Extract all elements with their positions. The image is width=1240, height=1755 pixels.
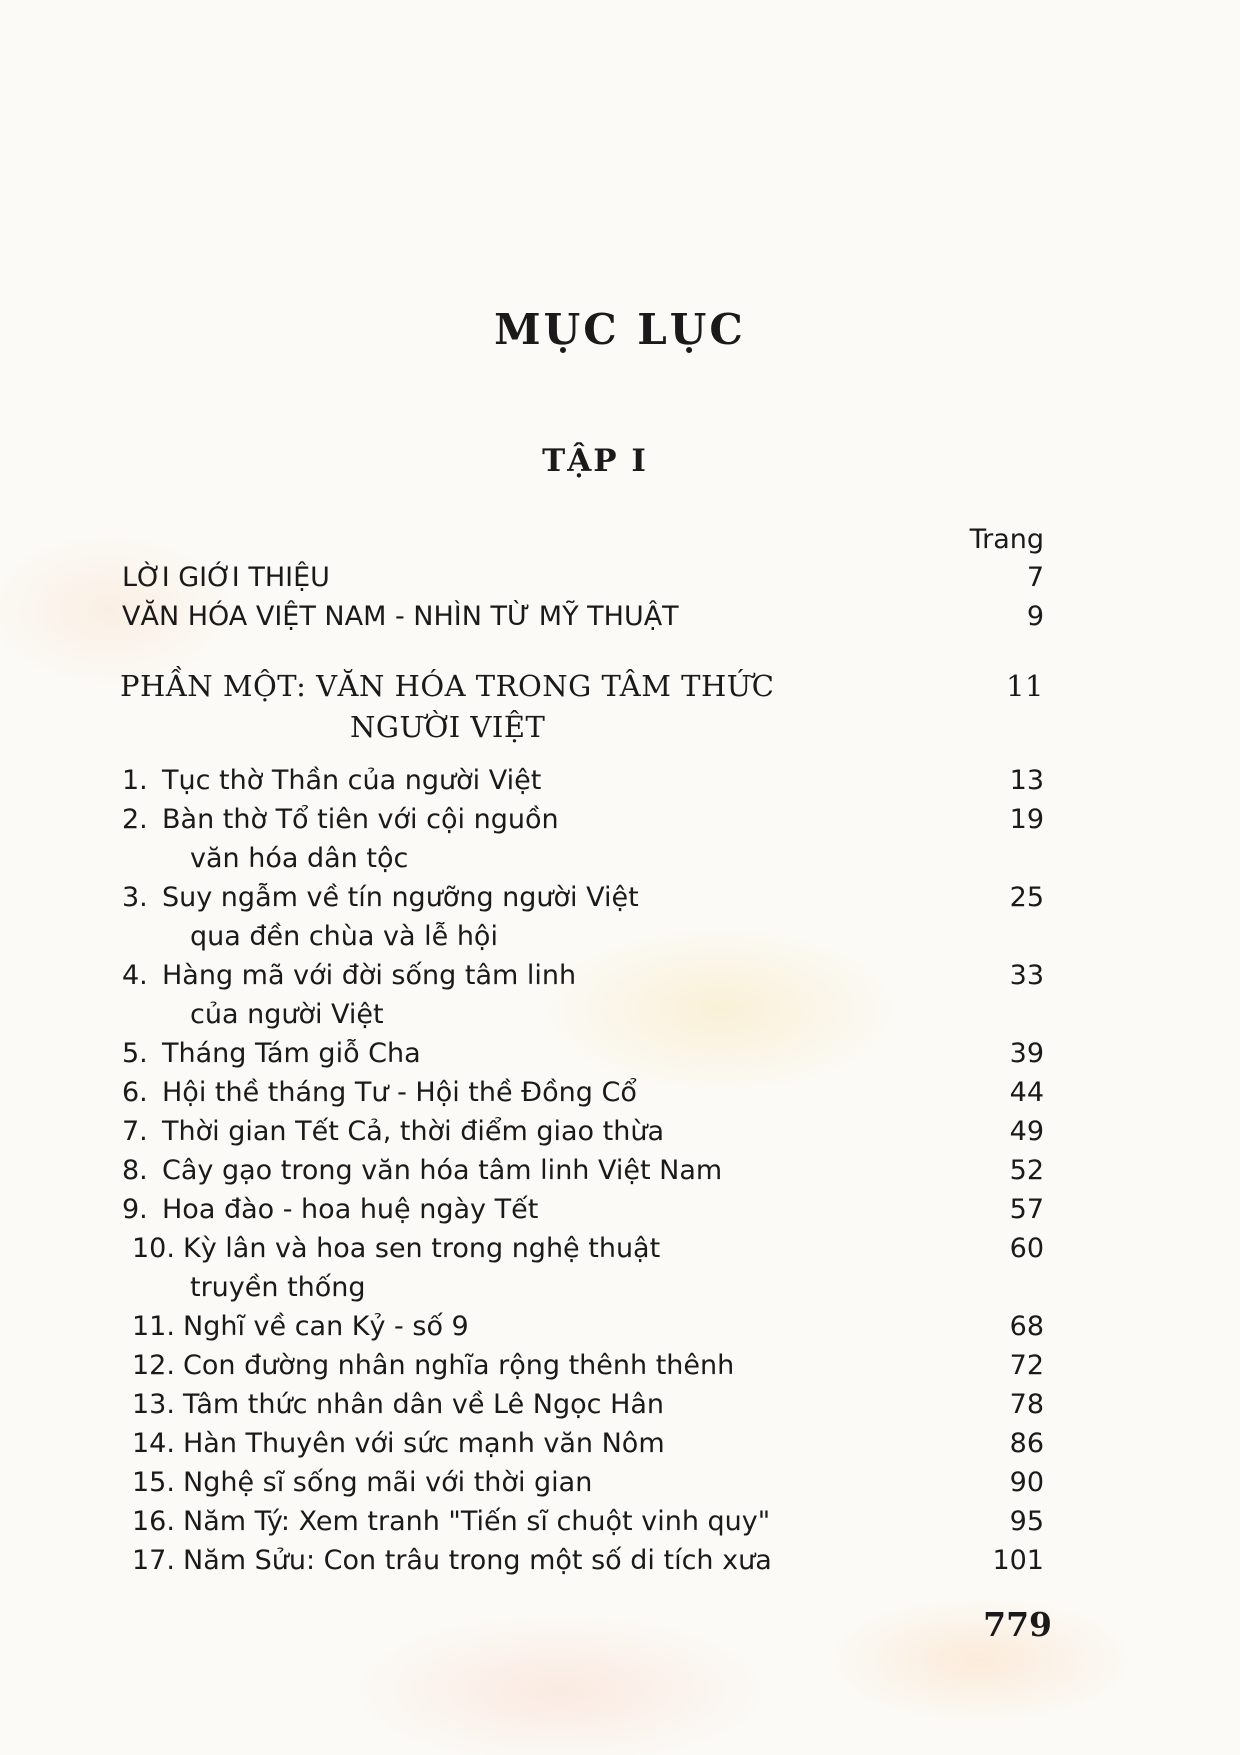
toc-entry-text: Tục thờ Thần của người Việt <box>162 765 542 796</box>
toc-entry-text: Con đường nhân nghĩa rộng thênh thênh <box>183 1350 735 1381</box>
toc-entry-page: 72 <box>1009 1350 1044 1381</box>
toc-entry-page: 57 <box>1009 1194 1044 1225</box>
toc-entry-text: Năm Sửu: Con trâu trong một số di tích xưa <box>183 1545 772 1576</box>
toc-entry-page: 25 <box>1009 882 1044 913</box>
toc-entry-page: 39 <box>1009 1038 1044 1069</box>
toc-entry-page: 90 <box>1009 1467 1044 1498</box>
toc-entry-page: 68 <box>1009 1311 1044 1342</box>
part-title-continuation: NGƯỜI VIỆT <box>350 710 546 744</box>
toc-entry-page: 49 <box>1009 1116 1044 1147</box>
toc-entry-continuation-text: văn hóa dân tộc <box>190 843 409 874</box>
page-number: 779 <box>983 1605 1052 1644</box>
toc-entry-number: 5. <box>122 1038 148 1069</box>
toc-entry-text: Kỳ lân và hoa sen trong nghệ thuật <box>183 1233 661 1264</box>
part-title: PHẦN MỘT: VĂN HÓA TRONG TÂM THỨC <box>120 669 775 703</box>
toc-entry-number: 1. <box>122 765 148 796</box>
part-page: 11 <box>1006 669 1044 703</box>
toc-entry-text: Tháng Tám giỗ Cha <box>162 1038 421 1069</box>
toc-entry-number: 17. <box>132 1545 175 1576</box>
toc-entry-continuation-text: của người Việt <box>190 999 384 1030</box>
toc-entry-text: Nghĩ về can Kỷ - số 9 <box>183 1311 469 1342</box>
toc-entry-number: 13. <box>132 1389 175 1420</box>
toc-entry-number: 11. <box>132 1311 175 1342</box>
toc-entry-text: Thời gian Tết Cả, thời điểm giao thừa <box>162 1116 665 1147</box>
toc-entry-text: VĂN HÓA VIỆT NAM - NHÌN TỪ MỸ THUẬT <box>122 601 679 632</box>
toc-entry-page: 13 <box>1009 765 1044 796</box>
toc-entry-page: 101 <box>992 1545 1044 1576</box>
toc-entry-number: 7. <box>122 1116 148 1147</box>
toc-entry-text: LỜI GIỚI THIỆU <box>122 562 330 593</box>
toc-entry-text: Năm Tý: Xem tranh "Tiến sĩ chuột vinh quy" <box>183 1506 771 1537</box>
page-title: MỤC LỤC <box>494 305 746 354</box>
toc-entry-number: 16. <box>132 1506 175 1537</box>
toc-entry-page: 95 <box>1009 1506 1044 1537</box>
page-column-label: Trang <box>969 524 1044 555</box>
toc-entry-text: Tâm thức nhân dân về Lê Ngọc Hân <box>183 1389 665 1420</box>
toc-entry-continuation-text: qua đền chùa và lễ hội <box>190 921 498 952</box>
toc-entry-page: 33 <box>1009 960 1044 991</box>
toc-entry-number: 4. <box>122 960 148 991</box>
toc-entry-number: 9. <box>122 1194 148 1225</box>
toc-entry-number: 12. <box>132 1350 175 1381</box>
volume-heading: TẬP I <box>542 443 648 479</box>
toc-entry-text: Suy ngẫm về tín ngưỡng người Việt <box>162 882 639 913</box>
toc-entry-page: 86 <box>1009 1428 1044 1459</box>
toc-entry-number: 14. <box>132 1428 175 1459</box>
toc-entry-number: 6. <box>122 1077 148 1108</box>
toc-entry-page: 78 <box>1009 1389 1044 1420</box>
toc-entry-number: 8. <box>122 1155 148 1186</box>
toc-entry-text: Hàng mã với đời sống tâm linh <box>162 960 577 991</box>
toc-entry-text: Hoa đào - hoa huệ ngày Tết <box>162 1194 539 1225</box>
toc-entry-text: Nghệ sĩ sống mãi với thời gian <box>183 1467 593 1498</box>
toc-entry-page: 9 <box>1026 601 1044 632</box>
toc-entry-text: Hội thề tháng Tư - Hội thề Đồng Cổ <box>162 1077 637 1108</box>
toc-entry-number: 15. <box>132 1467 175 1498</box>
toc-entry-text: Cây gạo trong văn hóa tâm linh Việt Nam <box>162 1155 723 1186</box>
toc-entry-page: 60 <box>1009 1233 1044 1264</box>
toc-entry-continuation-text: truyền thống <box>190 1272 366 1303</box>
toc-entry-page: 44 <box>1009 1077 1044 1108</box>
toc-entry-number: 10. <box>132 1233 175 1264</box>
toc-entry-text: Bàn thờ Tổ tiên với cội nguồn <box>162 804 559 835</box>
toc-entry-page: 52 <box>1009 1155 1044 1186</box>
toc-entry-text: Hàn Thuyên với sức mạnh văn Nôm <box>183 1428 665 1459</box>
toc-entry-page: 19 <box>1009 804 1044 835</box>
toc-entry-number: 2. <box>122 804 148 835</box>
toc-entry-number: 3. <box>122 882 148 913</box>
toc-entry-page: 7 <box>1026 562 1044 593</box>
